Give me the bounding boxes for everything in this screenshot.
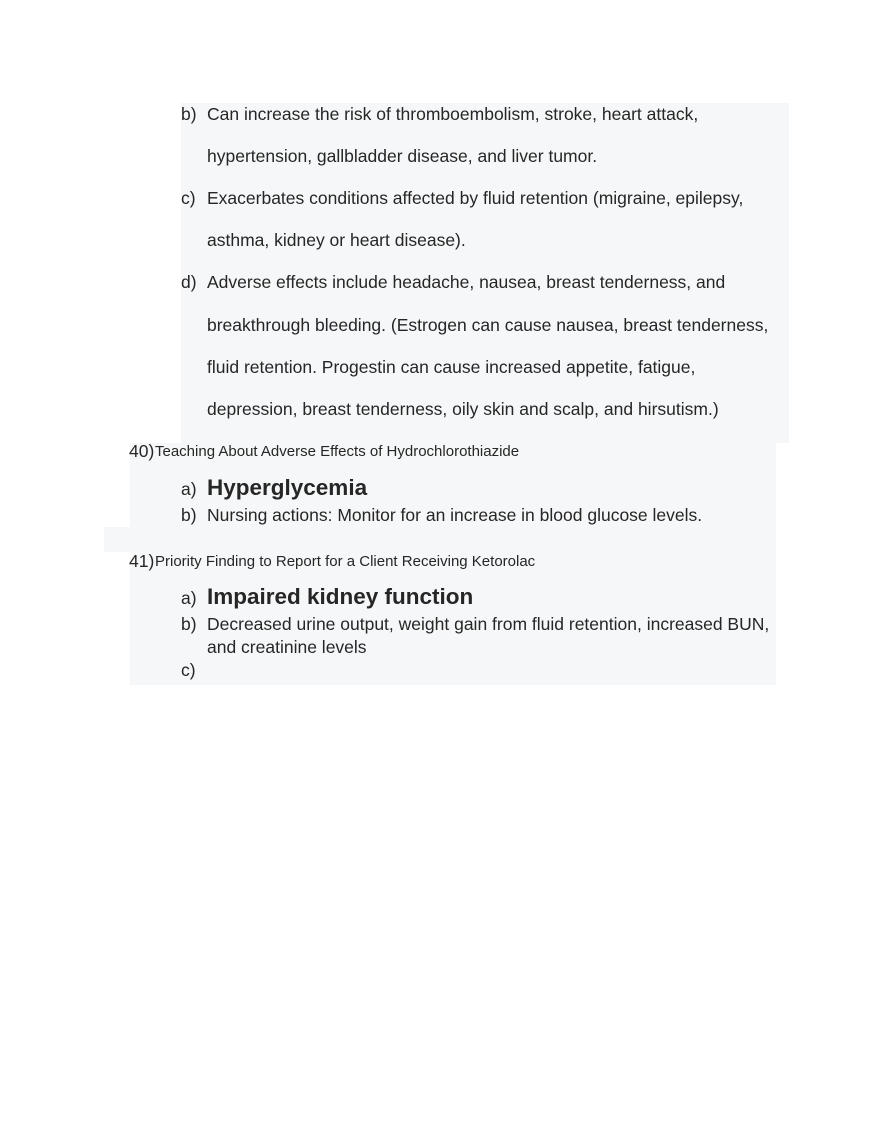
list-item-text: Can increase the risk of thromboembolism, stroke, heart attack, — [207, 104, 699, 124]
list-item-text: Adverse effects include headache, nausea, breast tenderness, and — [207, 272, 726, 292]
question-title: Teaching About Adverse Effects of Hydrochlorothiazide — [155, 443, 520, 460]
list-item-text: hypertension, gallbladder disease, and liver tumor. — [207, 146, 598, 166]
list-marker: c) — [181, 188, 196, 208]
list-marker: c) — [181, 660, 196, 680]
list-marker: a) — [181, 479, 197, 499]
list-item-text: fluid retention. Progestin can cause increased appetite, fatigue, — [207, 357, 696, 377]
list-marker: a) — [181, 588, 197, 608]
list-item-text: Exacerbates conditions affected by fluid retention (migraine, epilepsy, — [207, 188, 744, 208]
list-marker: b) — [181, 104, 197, 124]
list-item-text: asthma, kidney or heart disease). — [207, 230, 466, 250]
list-item-text: and creatinine levels — [207, 637, 367, 657]
list-item-text: Nursing actions: Monitor for an increase in blood glucose levels. — [207, 505, 703, 525]
list-marker: d) — [181, 272, 197, 292]
question-number: 41) — [129, 551, 155, 571]
question-number: 40) — [129, 441, 155, 461]
answer-heading: Impaired kidney function — [207, 584, 474, 609]
list-item-text: breakthrough bleeding. (Estrogen can cause nausea, breast tenderness, — [207, 315, 769, 335]
list-item-text: Decreased urine output, weight gain from fluid retention, increased BUN, — [207, 614, 770, 634]
answer-heading: Hyperglycemia — [207, 475, 368, 500]
list-item-text: depression, breast tenderness, oily skin and scalp, and hirsutism.) — [207, 399, 719, 419]
list-marker: b) — [181, 614, 197, 634]
shaded-band-left — [104, 527, 134, 552]
question-title: Priority Finding to Report for a Client Receiving Ketorolac — [155, 553, 536, 570]
list-marker: b) — [181, 505, 197, 525]
